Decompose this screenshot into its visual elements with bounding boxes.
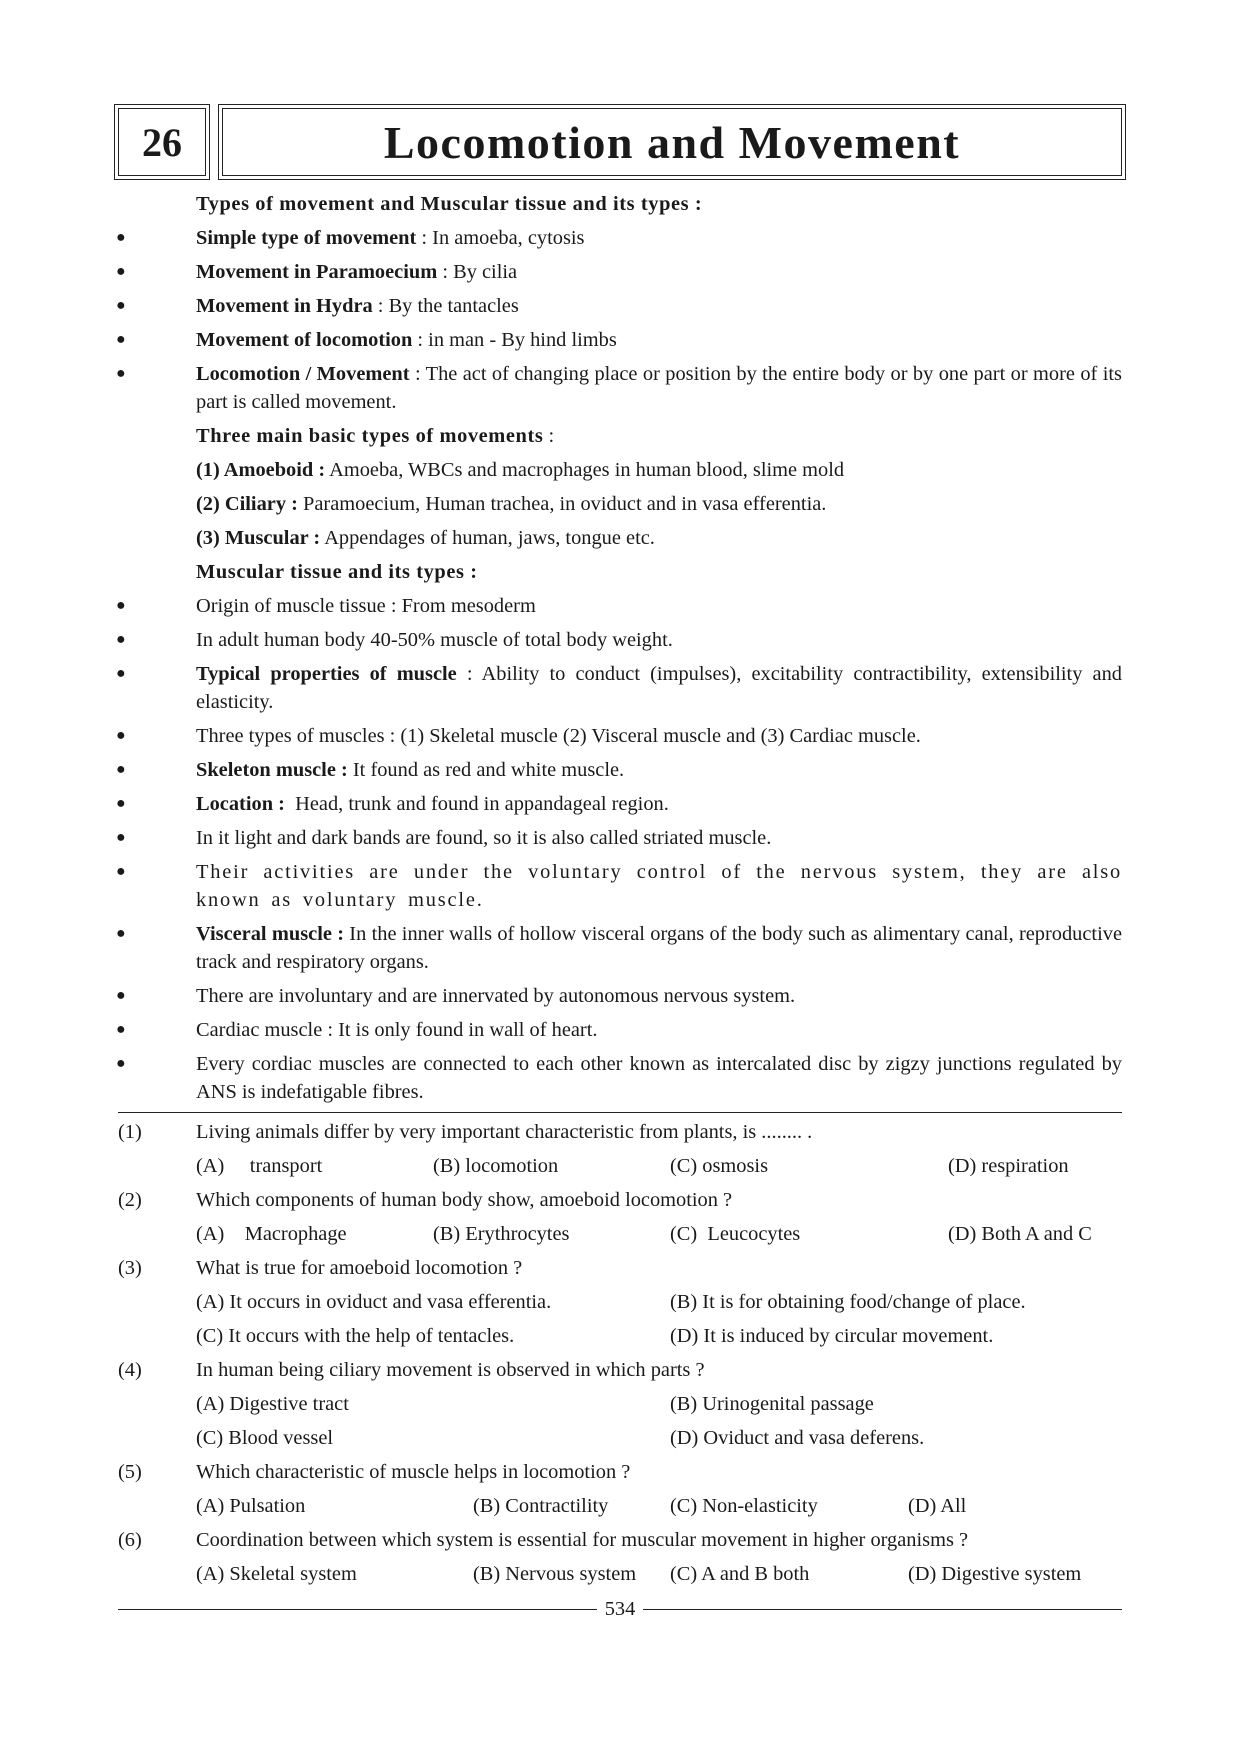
bullet-icon: ● (116, 925, 126, 942)
page-footer (118, 1595, 1122, 1625)
bullet-icon: ● (116, 665, 126, 682)
bullet-item: ● Locomotion / Movement : The act of changing place or position by the entire body or by one part or more of its part is called movement. (118, 360, 1122, 416)
bullet-item: ● Their activities are under the voluntary control of the nervous system, they are also known as voluntary muscle. (118, 858, 1122, 914)
bullet-item: ● Location : Head, trunk and found in appandageal region. (118, 790, 1122, 818)
page-number: 534 (597, 1598, 644, 1620)
bullet-icon: ● (116, 365, 126, 382)
question-options (196, 1152, 1122, 1180)
option-c: (C) Blood vessel (196, 1427, 334, 1449)
option-c: (C) It occurs with the help of tentacles. (196, 1325, 515, 1347)
bullet-item: ● Origin of muscle tissue : From mesoderm (118, 592, 1122, 620)
option-b: (B) Urinogenital passage (670, 1393, 874, 1415)
section-divider (118, 1112, 1122, 1113)
question-text: Living animals differ by very important characteristic from plants, is ........ . (196, 1121, 813, 1143)
option-b: (B) Contractility (473, 1495, 609, 1517)
bullet-item: ● Every cordiac muscles are connected to each other known as intercalated disc by zigzy junctions regulated by ANS is indefatigable fibres. (118, 1050, 1122, 1106)
option-d: (D) respiration (948, 1155, 1069, 1177)
section-heading: Types of movement and Muscular tissue and its types : (196, 193, 703, 215)
bullet-item: ● Simple type of movement : In amoeba, cytosis (118, 224, 1122, 252)
bullet-icon: ● (116, 727, 126, 744)
type-item: (2) Ciliary : Paramoecium, Human trachea, in oviduct and in vasa efferentia. (196, 493, 827, 515)
bullet-icon: ● (116, 829, 126, 846)
question (118, 1118, 1122, 1146)
bullet-item: ● Typical properties of muscle : Ability to conduct (impulses), excitability contractibility, extensibility and elasticity. (118, 660, 1122, 716)
bullet-item: ● Movement in Paramoecium : By cilia (118, 258, 1122, 286)
section-heading: Muscular tissue and its types : (196, 561, 478, 583)
chapter-title: Locomotion and Movement (222, 108, 1122, 176)
bullet-icon: ● (116, 761, 126, 778)
option-b: (B) locomotion (433, 1155, 559, 1177)
option-c: (C) Leucocytes (670, 1223, 801, 1245)
question (118, 1458, 1122, 1486)
bullet-icon: ● (116, 863, 126, 880)
option-c: (C) osmosis (670, 1155, 769, 1177)
option-c: (C) A and B both (670, 1563, 810, 1585)
notes-section (118, 190, 1122, 1594)
bullet-icon: ● (116, 987, 126, 1004)
bullet-icon: ● (116, 297, 126, 314)
bullet-item: ● In adult human body 40-50% muscle of total body weight. (118, 626, 1122, 654)
question-text: Which characteristic of muscle helps in locomotion ? (196, 1461, 631, 1483)
question-options (196, 1390, 1122, 1418)
bullet-item: ● There are involuntary and are innervated by autonomous nervous system. (118, 982, 1122, 1010)
question-options (196, 1322, 1122, 1350)
bullet-item: ● Skeleton muscle : It found as red and white muscle. (118, 756, 1122, 784)
question-number: (2) (118, 1189, 142, 1211)
bullet-item: ● Three types of muscles : (1) Skeletal muscle (2) Visceral muscle and (3) Cardiac muscle. (118, 722, 1122, 750)
option-b: (B) It is for obtaining food/change of place. (670, 1291, 1026, 1313)
chapter-number: 26 (118, 108, 206, 176)
bullet-item: ● Movement of locomotion : in man - By hind limbs (118, 326, 1122, 354)
type-item: (1) Amoeboid : Amoeba, WBCs and macrophages in human blood, slime mold (196, 459, 845, 481)
option-c: (C) Non-elasticity (670, 1495, 818, 1517)
question-text: In human being ciliary movement is observed in which parts ? (196, 1359, 705, 1381)
option-d: (D) All (908, 1495, 967, 1517)
bullet-icon: ● (116, 331, 126, 348)
question-text: Which components of human body show, amoeboid locomotion ? (196, 1189, 733, 1211)
option-b: (B) Erythrocytes (433, 1223, 570, 1245)
bullet-item: ● Visceral muscle : In the inner walls of hollow visceral organs of the body such as alimentary canal, reproductive track and respiratory organs. (118, 920, 1122, 976)
question (118, 1186, 1122, 1214)
question-options (196, 1288, 1122, 1316)
option-a: (A) Digestive tract (196, 1393, 349, 1415)
bullet-item: ● Cardiac muscle : It is only found in wall of heart. (118, 1016, 1122, 1044)
option-a: (A) transport (196, 1155, 323, 1177)
bullet-icon: ● (116, 1021, 126, 1038)
question-options (196, 1220, 1122, 1248)
question-options (196, 1560, 1122, 1588)
option-d: (D) It is induced by circular movement. (670, 1325, 994, 1347)
bullet-item: ● Movement in Hydra : By the tantacles (118, 292, 1122, 320)
option-a: (A) Macrophage (196, 1223, 347, 1245)
bullet-item: ● In it light and dark bands are found, so it is also called striated muscle. (118, 824, 1122, 852)
question (118, 1254, 1122, 1282)
question-number: (5) (118, 1461, 142, 1483)
option-d: (D) Digestive system (908, 1563, 1082, 1585)
section-heading: Three main basic types of movements : (196, 425, 555, 447)
question-options (196, 1424, 1122, 1452)
bullet-icon: ● (116, 263, 126, 280)
question-number: (6) (118, 1529, 142, 1551)
question (118, 1526, 1122, 1554)
question-number: (4) (118, 1359, 142, 1381)
question-text: What is true for amoeboid locomotion ? (196, 1257, 523, 1279)
question (118, 1356, 1122, 1384)
option-a: (A) Pulsation (196, 1495, 306, 1517)
question-number: (1) (118, 1121, 142, 1143)
question-options (196, 1492, 1122, 1520)
option-b: (B) Nervous system (473, 1563, 637, 1585)
bullet-icon: ● (116, 795, 126, 812)
option-d: (D) Oviduct and vasa deferens. (670, 1427, 925, 1449)
question-number: (3) (118, 1257, 142, 1279)
option-a: (A) It occurs in oviduct and vasa efferentia. (196, 1291, 552, 1313)
bullet-icon: ● (116, 597, 126, 614)
type-item: (3) Muscular : Appendages of human, jaws, tongue etc. (196, 527, 655, 549)
option-d: (D) Both A and C (948, 1223, 1092, 1245)
bullet-icon: ● (116, 631, 126, 648)
bullet-icon: ● (116, 1055, 126, 1072)
bullet-icon: ● (116, 229, 126, 246)
option-a: (A) Skeletal system (196, 1563, 357, 1585)
question-text: Coordination between which system is essential for muscular movement in higher organisms ? (196, 1529, 969, 1551)
